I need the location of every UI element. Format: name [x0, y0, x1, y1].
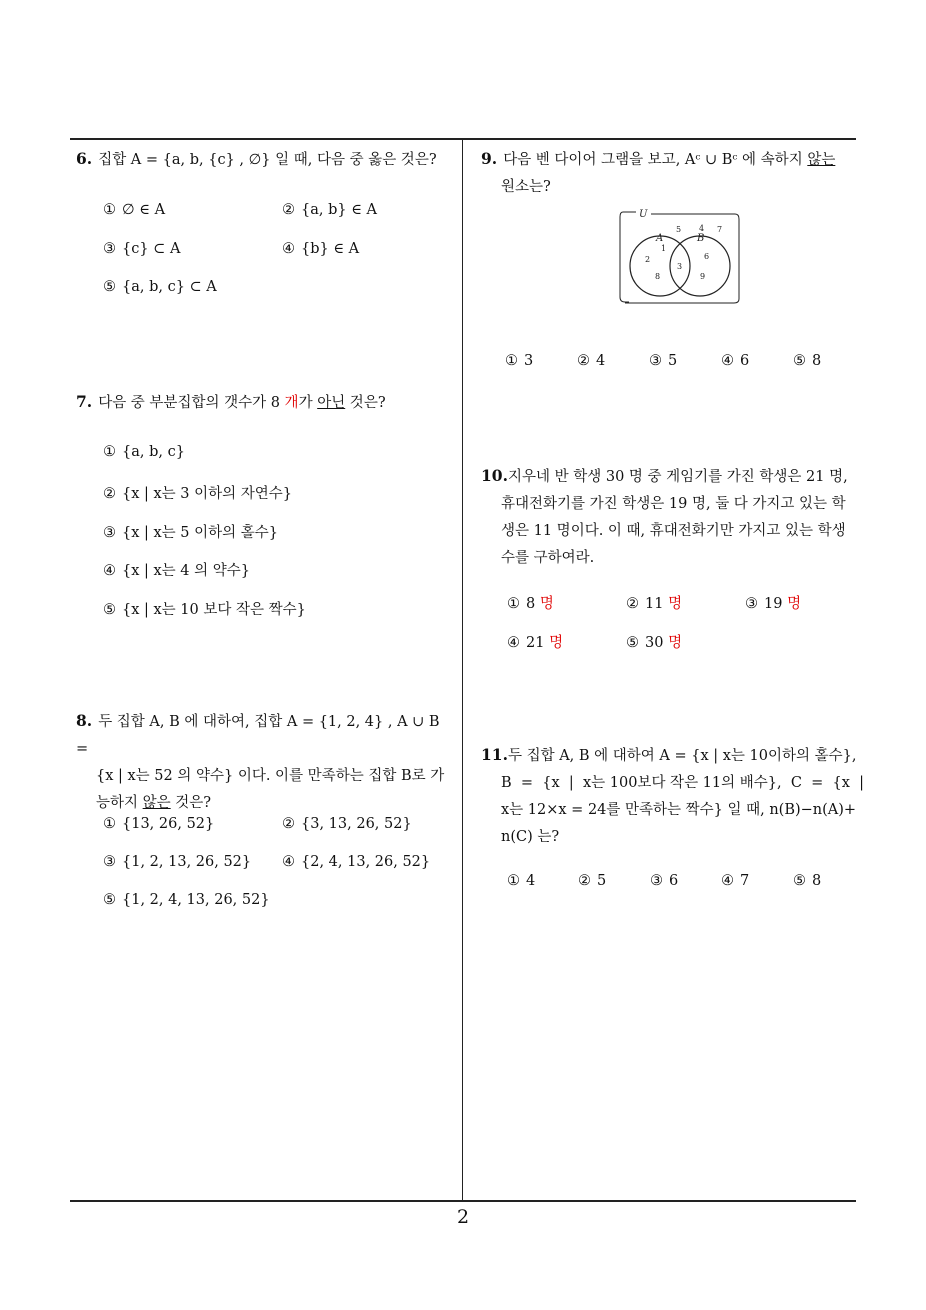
- q9-option-5[interactable]: ⑤ 8: [793, 353, 822, 369]
- q9-option-3[interactable]: ③ 5: [649, 353, 678, 369]
- question-number: 9.: [481, 149, 498, 168]
- q6-option-2[interactable]: ② {a, b} ∈ A: [282, 202, 378, 218]
- question-9: 9. 다음 벤 다이어 그램을 보고, Aᶜ ∪ Bᶜ 에 속하지 않는 원소는?: [481, 149, 836, 195]
- top-rule: [70, 138, 856, 140]
- q11-option-2[interactable]: ② 5: [578, 873, 607, 889]
- underlined-word: 아닌: [317, 395, 346, 411]
- q10-option-3[interactable]: ③ 19 명: [745, 596, 802, 612]
- q9-option-1[interactable]: ① 3: [505, 353, 534, 369]
- q11-option-4[interactable]: ④ 7: [721, 873, 750, 889]
- q10-option-5[interactable]: ⑤ 30 명: [626, 635, 683, 651]
- question-8: 8. 두 집합 A, B 에 대하여, 집합 A = {1, 2, 4} , A ∪ B = {x | x는 52 의 약수} 이다. 이를 만족하는 집합 B로 가 능하지 않은 것은?: [76, 711, 445, 811]
- q7-option-2[interactable]: ② {x | x는 3 이하의 자연수}: [103, 486, 293, 502]
- venn-both-3: 3: [677, 262, 683, 271]
- q9-option-2[interactable]: ② 4: [577, 353, 606, 369]
- question-10: 10.지우네 반 학생 30 명 중 게임기를 가진 학생은 21 명, 휴대전화기를 가진 학생은 19 명, 둘 다 가지고 있는 학 생은 11 명이다. 이 때, 휴대전화기만 가지고 있는 학생 수를 구하여라.: [481, 466, 848, 566]
- universe-bracket-left: [620, 212, 629, 302]
- venn-outside-5: 5: [676, 225, 682, 234]
- underlined-word: 않은: [142, 795, 171, 811]
- question-11: 11.두 집합 A, B 에 대하여 A = {x | x는 10이하의 홀수}, B = {x | x는 100보다 작은 11의 배수}, C = {x | x는 12×x = 24를 만족하는 짝수} 일 때, n(B)−n(A)+ n(C) 는?: [481, 745, 865, 845]
- venn-outside-4: 4: [699, 224, 705, 233]
- bottom-rule: [70, 1200, 856, 1202]
- column-divider: [462, 139, 463, 1201]
- highlight-red: 개: [284, 395, 299, 411]
- q6-option-3[interactable]: ③ {c} ⊂ A: [103, 241, 181, 257]
- q7-option-5[interactable]: ⑤ {x | x는 10 보다 작은 짝수}: [103, 602, 306, 618]
- venn-a-8: 8: [655, 272, 661, 281]
- q11-option-5[interactable]: ⑤ 8: [793, 873, 822, 889]
- q8-option-5[interactable]: ⑤ {1, 2, 4, 13, 26, 52}: [103, 892, 270, 908]
- venn-diagram: [615, 205, 745, 307]
- set-a-label: A: [656, 233, 664, 244]
- q10-option-4[interactable]: ④ 21 명: [507, 635, 564, 651]
- question-number: 8.: [76, 711, 93, 730]
- question-7: 7. 다음 중 부분집합의 갯수가 8 개가 아닌 것은?: [76, 392, 386, 411]
- question-number: 11.: [481, 745, 508, 764]
- venn-b-9: 9: [700, 272, 706, 281]
- venn-b-6: 6: [704, 252, 710, 261]
- q8-option-2[interactable]: ② {3, 13, 26, 52}: [282, 816, 412, 832]
- underlined-word: 않는: [807, 152, 836, 168]
- q7-option-3[interactable]: ③ {x | x는 5 이하의 홀수}: [103, 525, 279, 541]
- q11-option-1[interactable]: ① 4: [507, 873, 536, 889]
- q8-option-4[interactable]: ④ {2, 4, 13, 26, 52}: [282, 854, 431, 870]
- q10-option-2[interactable]: ② 11 명: [626, 596, 683, 612]
- question-number: 10.: [481, 466, 508, 485]
- q9-option-4[interactable]: ④ 6: [721, 353, 750, 369]
- question-stem: 집합 A = {a, b, {c} , ∅} 일 때, 다음 중 옳은 것은?: [98, 152, 437, 168]
- venn-a-1: 1: [661, 244, 667, 253]
- venn-a-2: 2: [645, 255, 651, 264]
- q10-option-1[interactable]: ① 8 명: [507, 596, 554, 612]
- q7-option-1[interactable]: ① {a, b, c}: [103, 444, 185, 460]
- q8-option-3[interactable]: ③ {1, 2, 13, 26, 52}: [103, 854, 252, 870]
- q6-option-4[interactable]: ④ {b} ∈ A: [282, 241, 360, 257]
- page-number: 2: [456, 1206, 470, 1228]
- question-number: 6.: [76, 149, 93, 168]
- q7-option-4[interactable]: ④ {x | x는 4 의 약수}: [103, 563, 250, 579]
- q6-option-1[interactable]: ① ∅ ∈ A: [103, 202, 166, 218]
- universe-label: U: [639, 209, 648, 220]
- set-b-label: B: [697, 233, 705, 244]
- q11-option-3[interactable]: ③ 6: [650, 873, 679, 889]
- venn-outside-7: 7: [717, 225, 723, 234]
- q6-option-5[interactable]: ⑤ {a, b, c} ⊂ A: [103, 279, 217, 295]
- question-number: 7.: [76, 392, 93, 411]
- q8-option-1[interactable]: ① {13, 26, 52}: [103, 816, 215, 832]
- question-6: [76, 145, 437, 174]
